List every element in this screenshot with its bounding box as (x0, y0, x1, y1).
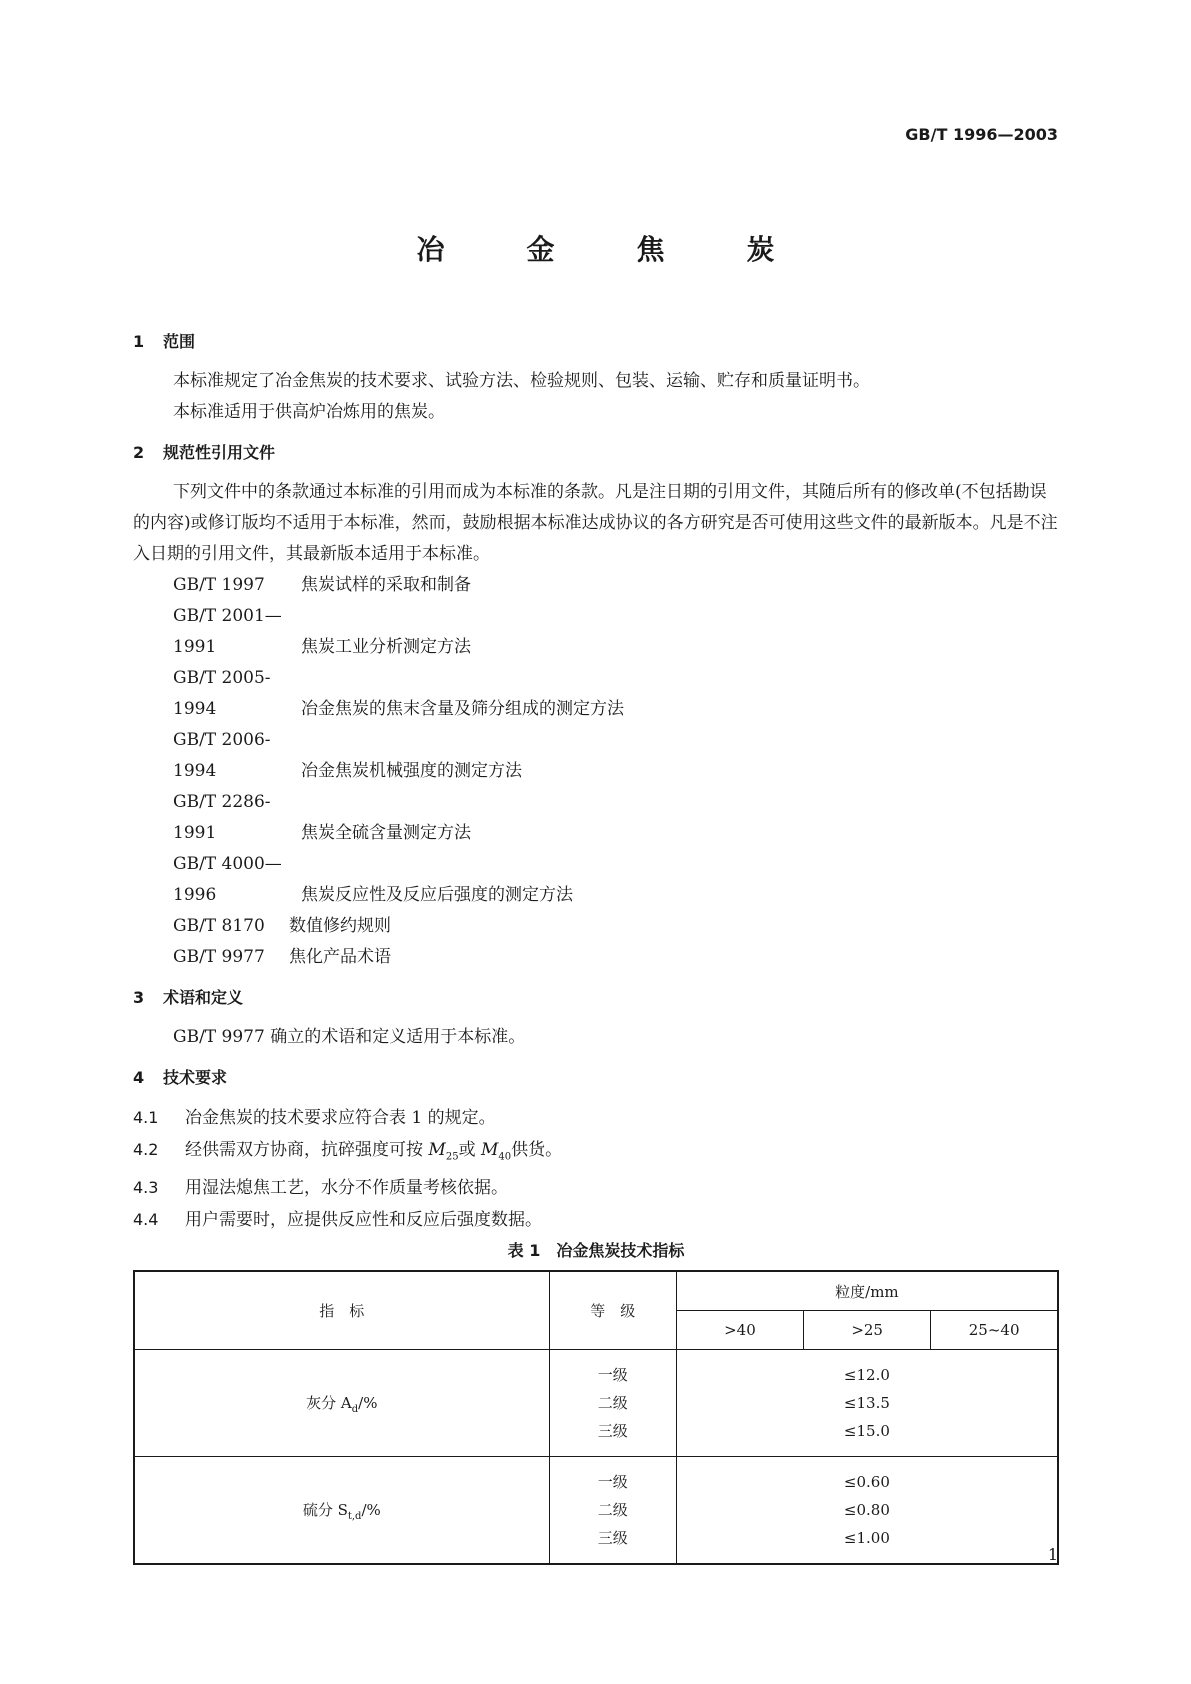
section-2-intro: 下列文件中的条款通过本标准的引用而成为本标准的条款。凡是注日期的引用文件，其随后所有的修改单(不包括勘误的内容)或修订版均不适用于本标准，然而，鼓励根据本标准达成协议的各方研究是否可使用这些文件的最新版本。凡是不注入日期的引用文件，其最新版本适用于本标准。 (133, 482, 1058, 564)
symbol-m40 (481, 1140, 498, 1160)
section-title: 规范性引用文件 (163, 443, 276, 462)
reference-code: GB/T 2006-1994 (173, 730, 271, 781)
reference-item (133, 570, 1059, 601)
header-size: >40 (676, 1311, 803, 1350)
section-number: 2 (133, 443, 145, 462)
indicator-name: 硫分 S (302, 1500, 348, 1519)
grade-label: 一级 (597, 1366, 628, 1385)
value: ≤0.60 (843, 1473, 890, 1492)
clause-number: 4.4 (133, 1210, 159, 1230)
grade-label: 三级 (597, 1529, 628, 1548)
reference-item (133, 663, 1059, 725)
symbol-letter: M (428, 1140, 446, 1160)
value: ≤15.0 (843, 1422, 890, 1441)
reference-code: GB/T 2001—1991 (173, 606, 282, 657)
section-number: 1 (133, 332, 145, 351)
section-title: 范围 (163, 332, 196, 351)
indicator-subscript: t,d (347, 1510, 362, 1522)
clause-text-before: 经供需双方协商，抗碎强度可按 (185, 1140, 429, 1160)
section-2-heading (133, 441, 1059, 465)
reference-item (133, 849, 1059, 911)
reference-item (133, 601, 1059, 663)
section-4-heading (133, 1066, 1059, 1090)
header-size: >25 (804, 1311, 931, 1350)
clause-number: 4.2 (133, 1140, 159, 1159)
reference-title: 冶金焦炭的焦末含量及筛分组成的测定方法 (301, 699, 624, 719)
section-title: 术语和定义 (163, 988, 244, 1007)
page-number: 1 (1047, 1545, 1058, 1564)
table-caption: 表 1 冶金焦炭技术指标 (507, 1241, 685, 1261)
grade-label: 二级 (597, 1501, 628, 1520)
document-title: 冶金焦炭 (416, 233, 857, 266)
value: ≤12.0 (843, 1366, 890, 1385)
clause-text-mid: 或 (458, 1140, 481, 1160)
reference-item (133, 942, 1059, 973)
section-3-paragraph: GB/T 9977 确立的术语和定义适用于本标准。 (173, 1027, 526, 1047)
section-number: 4 (133, 1068, 145, 1087)
requirement-4-2 (133, 1134, 1059, 1172)
symbol-subscript: 40 (498, 1151, 512, 1163)
reference-code: GB/T 9977 (173, 947, 265, 967)
reference-code: GB/T 2005-1994 (173, 668, 271, 719)
reference-code: GB/T 4000—1996 (173, 854, 282, 905)
reference-item (133, 911, 1059, 942)
grade-label: 三级 (597, 1422, 628, 1441)
value-cell (676, 1350, 1058, 1457)
section-1-paragraph: 本标准规定了冶金焦炭的技术要求、试验方法、检验规则、包装、运输、贮存和质量证明书。 (173, 371, 870, 391)
document-body (133, 330, 1059, 1565)
indicator-unit: /% (358, 1393, 378, 1412)
reference-code: GB/T 2286-1991 (173, 792, 271, 843)
clause-number: 4.3 (133, 1178, 159, 1198)
value: ≤0.80 (843, 1501, 890, 1520)
requirement-4-1 (133, 1102, 1059, 1134)
header-size-group: 粒度/mm (676, 1271, 1058, 1311)
value-cell (676, 1457, 1058, 1565)
clause-text: 冶金焦炭的技术要求应符合表 1 的规定。 (185, 1108, 496, 1128)
section-3-heading (133, 986, 1059, 1010)
reference-item (133, 725, 1059, 787)
symbol-m25 (428, 1140, 445, 1160)
clause-text: 用湿法熄焦工艺，水分不作质量考核依据。 (185, 1178, 508, 1199)
header-size: 25~40 (931, 1311, 1058, 1350)
symbol-letter: M (480, 1140, 499, 1160)
reference-code: GB/T 1997 (173, 575, 265, 595)
standard-code: GB/T 1996—2003 (905, 125, 1058, 144)
coke-specification-table (133, 1270, 1059, 1565)
grade-cell (549, 1457, 676, 1565)
reference-title: 冶金焦炭机械强度的测定方法 (301, 761, 522, 781)
grade-cell (549, 1350, 676, 1457)
clause-number: 4.1 (133, 1108, 159, 1127)
requirement-4-3 (133, 1172, 1059, 1204)
header-indicator: 指 标 (134, 1271, 549, 1350)
normative-references-list (133, 570, 1059, 973)
reference-item (133, 787, 1059, 849)
reference-title: 数值修约规则 (289, 916, 391, 936)
indicator-cell (134, 1457, 549, 1565)
reference-title: 焦炭试样的采取和制备 (301, 575, 471, 595)
table-row (134, 1350, 1058, 1457)
indicator-subscript: d (351, 1403, 359, 1415)
clause-text: 用户需要时，应提供反应性和反应后强度数据。 (185, 1210, 542, 1231)
reference-title: 焦炭工业分析测定方法 (301, 637, 471, 657)
indicator-cell (134, 1350, 549, 1457)
requirement-4-4 (133, 1204, 1059, 1236)
section-title: 技术要求 (163, 1068, 228, 1087)
grade-label: 二级 (597, 1394, 628, 1413)
clause-text-after: 供货。 (511, 1140, 563, 1160)
value: ≤13.5 (843, 1394, 890, 1413)
indicator-unit: /% (361, 1500, 381, 1519)
section-number: 3 (133, 988, 145, 1007)
section-1-paragraph: 本标准适用于供高炉冶炼用的焦炭。 (173, 402, 445, 422)
symbol-subscript: 25 (445, 1151, 459, 1163)
reference-title: 焦化产品术语 (289, 947, 391, 967)
reference-title: 焦炭全硫含量测定方法 (301, 823, 471, 843)
reference-code: GB/T 8170 (173, 916, 265, 936)
indicator-name: 灰分 A (306, 1393, 352, 1412)
table-row (134, 1457, 1058, 1565)
section-1-heading (133, 330, 1059, 354)
header-grade: 等 级 (549, 1271, 676, 1350)
value: ≤1.00 (843, 1529, 890, 1548)
reference-title: 焦炭反应性及反应后强度的测定方法 (301, 885, 573, 905)
grade-label: 一级 (597, 1473, 628, 1492)
